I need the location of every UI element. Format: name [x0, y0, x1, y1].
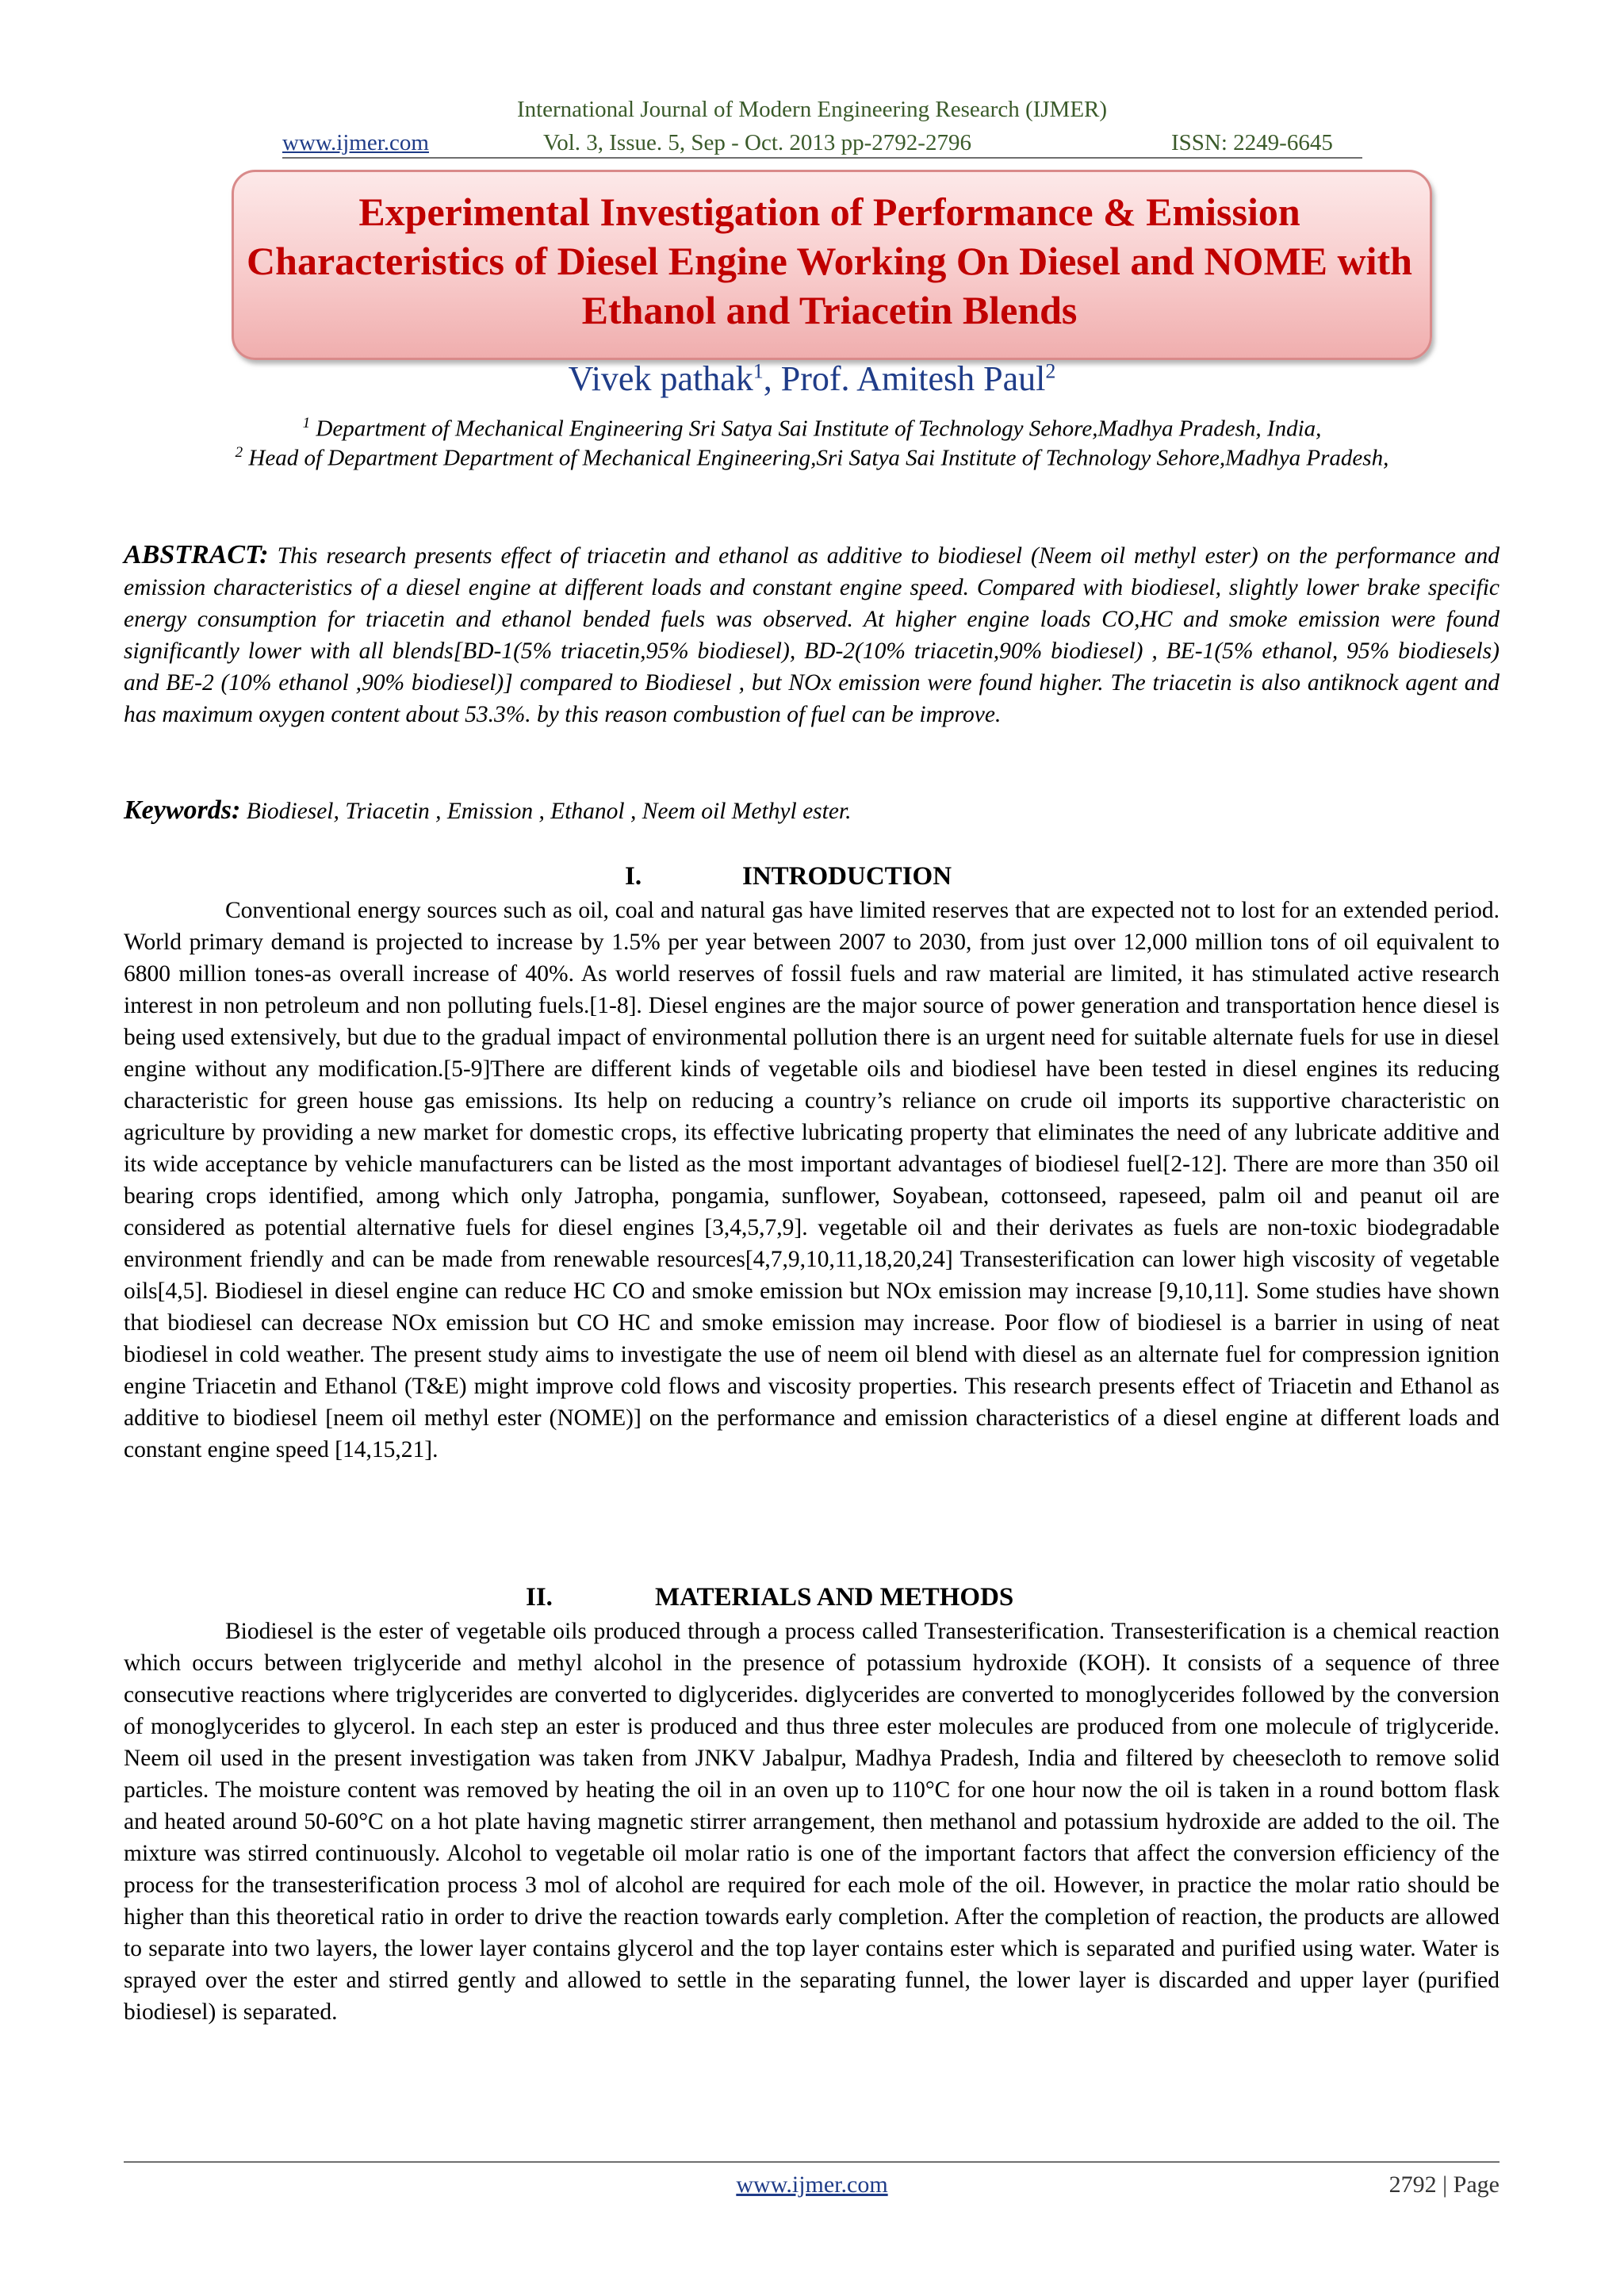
header-url [282, 130, 429, 156]
author-1: Vivek pathak [568, 359, 753, 398]
journal-name: International Journal of Modern Engineering Research (IJMER) [516, 97, 1108, 122]
author-2: Prof. Amitesh Paul [780, 359, 1046, 398]
section-2-title: MATERIALS AND METHODS [655, 1583, 1014, 1612]
footer-url [0, 2171, 1624, 2198]
section-2-paragraph [124, 1616, 1500, 2028]
author-1-sup: 1 [753, 359, 764, 383]
footer-divider [124, 2161, 1500, 2163]
author-list [0, 358, 1624, 399]
header-volume: Vol. 3, Issue. 5, Sep - Oct. 2013 pp-2792-2796 [543, 130, 971, 155]
header-issn: ISSN: 2249-6645 [1171, 130, 1333, 155]
affiliation-2-text: Head of Department Department of Mechanical Engineering,Sri Satya Sai Institute of Technology Sehore,Madhya Pradesh, [243, 445, 1389, 471]
section-1-number: I. [625, 862, 642, 891]
section-2-number: II. [526, 1583, 553, 1612]
abstract-text: This research presents effect of triacetin and ethanol as additive to biodiesel (Neem oil methyl ester) on the performance and emission characteristics of a diesel engine at different loads and constant engine speed. Compared with biodiesel, slightly lower brake specific energy consumption for triacetin and ethanol bended fuels was observed. At higher engine loads CO,HC and smoke emission were found significantly lower with all blends[BD-1(5% triacetin,95% biodiesel), BD-2(10% triacetin,90% biodiesel) , BE-1(5% ethanol, 95% biodiesels) and BE-2 (10% ethanol ,90% biodiesel)] compared to Biodiesel , but NOx emission were found higher. The triacetin is also antiknock agent and has maximum oxygen content about 53.3%. by this reason combustion of fuel can be improve. [124, 543, 1500, 727]
header-divider [282, 157, 1362, 159]
section-1-paragraph [124, 895, 1500, 1466]
abstract [124, 539, 1500, 730]
affiliation-2 [127, 438, 1497, 473]
affiliation-2-sup: 2 [235, 444, 243, 461]
page-number: 2792 | Page [1388, 2171, 1500, 2198]
keywords-text: Biodiesel, Triacetin , Emission , Ethanol , Neem oil Methyl ester. [240, 799, 852, 824]
section-2-text: Biodiesel is the ester of vegetable oils produced through a process called Transesterification. Transesterification is a chemical reaction which occurs between triglyceride and methyl alcohol in the presence of potassium hydroxide (KOH). It consists of a sequence of three consecutive reactions where triglycerides are converted to diglycerides. diglycerides are converted to monoglycerides followed by the conversion of monoglycerides to glycerol. In each step an ester is produced and thus three ester molecules are produced from one molecule of triglyceride. Neem oil used in the present investigation was taken from JNKV Jabalpur, Madhya Pradesh, India and filtered by cheesecloth to remove solid particles. The moisture content was removed by heating the oil in an oven up to 110°C for one hour now the oil is taken in a round bottom flask and heated around 50-60°C on a hot plate having magnetic stirrer arrangement, then methanol and potassium hydroxide are added to the oil. The mixture was stirred continuously. Alcohol to vegetable oil molar ratio is one of the important factors that affect the conversion efficiency of the process for the transesterification process 3 mol of alcohol are required for each mole of the oil. However, in practice the molar ratio should be higher than this theoretical ratio in order to drive the reaction towards early completion. After the completion of reaction, the products are allowed to separate into two layers, the lower layer contains glycerol and the top layer contains ester which is separated and purified using water. Water is sprayed over the ester and stirred gently and allowed to settle in the separating funnel, the lower layer is discarded and upper layer (purified biodiesel) is separated. [124, 1619, 1500, 2025]
affiliation-1-sup: 1 [302, 415, 311, 431]
section-1-title: INTRODUCTION [742, 862, 952, 891]
author-2-sup: 2 [1045, 359, 1056, 383]
abstract-label: ABSTRACT: [124, 540, 269, 569]
author-separator: , [763, 359, 781, 398]
keywords-label: Keywords: [124, 795, 241, 825]
keywords [124, 795, 1500, 827]
affiliation-1-text: Department of Mechanical Engineering Sri Satya Sai Institute of Technology Sehore,Madhya Pradesh, India, [310, 416, 1322, 442]
footer-url-link[interactable]: www.ijmer.com [736, 2171, 888, 2198]
section-1-text: Conventional energy sources such as oil, coal and natural gas have limited reserves that are expected not to lost for an extended period. World primary demand is projected to increase by 1.5% per year between 2007 to 2030, from just over 12,000 million tons of oil equivalent to 6800 million tones-as overall increase of 40%. As world reserves of fossil fuels and raw material are limited, it has stimulated active research interest in non petroleum and non polluting fuels.[1-8]. Diesel engines are the major source of power generation and transportation hence diesel is being used extensively, but due to the gradual impact of environmental pollution there is an urgent need for suitable alternate fuels for use in diesel engine without any modification.[5-9]There are different kinds of vegetable oils and biodiesel have been tested in diesel engines its reducing characteristic for green house gas emissions. Its help on reducing a country’s reliance on crude oil imports its supportive characteristic on agriculture by providing a new market for domestic crops, its effective lubricating property that eliminates the need of any lubricate additive and its wide acceptance by vehicle manufacturers can be listed as the most important advantages of biodiesel fuel[2-12]. There are more than 350 oil bearing crops identified, among which only Jatropha, pongamia, sunflower, Soyabean, cottonseed, rapeseed, palm oil and peanut oil are considered as potential alternative fuels for diesel engines [3,4,5,7,9]. vegetable oil and their derivates as fuels are non-toxic biodegradable environment friendly and can be made from renewable resources[4,7,9,10,11,18,20,24] Transesterification can lower high viscosity of vegetable oils[4,5]. Biodiesel in diesel engine can reduce HC CO and smoke emission but NOx emission may increase [9,10,11]. Some studies have shown that biodiesel can decrease NOx emission but CO HC and smoke emission may increase. Poor flow of biodiesel is a barrier in using of neat biodiesel in cold weather. The present study aims to investigate the use of neem oil blend with diesel as an alternate fuel for compression ignition engine Triacetin and Ethanol (T&E) might improve cold flows and viscosity properties. This research presents effect of Triacetin and Ethanol as additive to biodiesel [neem oil methyl ester (NOME)] on the performance and emission characteristics of a diesel engine at different loads and constant engine speed [14,15,21]. [124, 898, 1500, 1462]
paper-title: Experimental Investigation of Performance & Emission Characteristics of Diesel Engine Working On Diesel and NOME with Ethanol and Triacetin Blends [247, 190, 1412, 332]
header-url-link[interactable]: www.ijmer.com [282, 130, 429, 155]
